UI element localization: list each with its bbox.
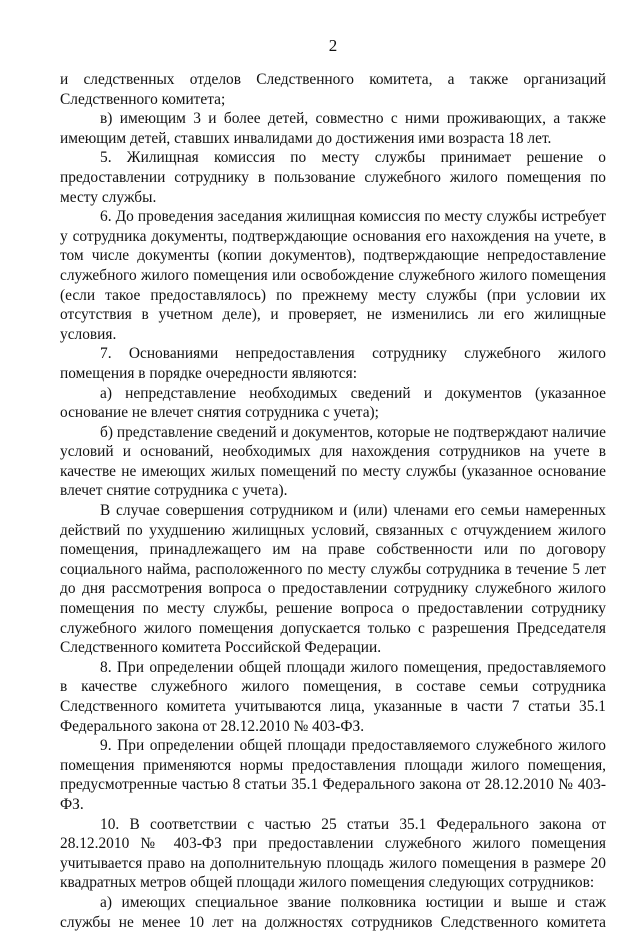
paragraph: а) имеющих специальное звание полковника юстиции и выше и стаж службы не менее 10 лет на должностях сотрудников Следственного комитета	[60, 893, 606, 931]
paragraph: 9. При определении общей площади предоставляемого служебного жилого помещения применяются нормы предоставления площади жилого помещения, предусмотренные частью 8 статьи 35.1 Федерального закона от 28.12.2010 № 403-ФЗ.	[60, 737, 606, 813]
paragraph: 8. При определении общей площади жилого помещения, предоставляемого в качестве служебного жилого помещения, в составе семьи сотрудника Следственного комитета учитываются лица, указанные в части 7 статьи 35.1 Федерального закона от 28.12.2010 № 403-ФЗ.	[60, 658, 606, 735]
document-page	[60, 36, 606, 932]
page-number: 2	[328, 36, 338, 55]
paragraph: 10. В соответствии с частью 25 статьи 35.1 Федерального закона от 28.12.2010 № 403-ФЗ при предоставлении служебного жилого помещения учитывается право на дополнительную площадь жилого помещения в размере 20 квадратных метров общей площади жилого помещения следующих сотрудников:	[60, 815, 606, 892]
paragraph: в) имеющим 3 и более детей, совместно с ними проживающих, а также имеющим детей, ставших инвалидами до достижения ими возраста 18 лет.	[60, 110, 606, 147]
paragraph: а) непредставление необходимых сведений и документов (указанное основание не влечет снятия сотрудника с учета);	[60, 384, 606, 422]
paragraph: 6. До проведения заседания жилищная комиссия по месту службы истребует у сотрудника документы, подтверждающие основания его нахождения на учете, в том числе документы (копии документов), подтверждающие непредоставление служебного жилого помещения или освобождение служебного жилого помещения (если такое предоставлялось) по прежнему месту службы (при условии их отсутствия в учетном деле), и проверяет, не изменились ли его жилищные условия.	[60, 208, 606, 343]
paragraph: б) представление сведений и документов, которые не подтверждают наличие условий и оснований, необходимых для нахождения сотрудников на учете в качестве не имеющих жилых помещений по месту службы (указанное основание влечет снятие сотрудника с учета).	[60, 423, 606, 500]
document-body	[60, 70, 606, 932]
paragraph: и следственных отделов Следственного комитета, а также организаций Следственного комитета;	[60, 71, 606, 108]
paragraph: 7. Основаниями непредоставления сотруднику служебного жилого помещения в порядке очередности являются:	[60, 345, 606, 382]
paragraph: 5. Жилищная комиссия по месту службы принимает решение о предоставлении сотруднику в пользование служебного жилого помещения по месту службы.	[60, 149, 606, 206]
paragraph: В случае совершения сотрудником и (или) членами его семьи намеренных действий по ухудшению жилищных условий, связанных с отчуждением жилого помещения, принадлежащего им на праве собственности или по договору социального найма, расположенного по месту службы сотрудника в течение 5 лет до дня рассмотрения вопроса о предоставлении сотруднику служебного жилого помещения по месту службы, решение вопроса о предоставлении сотруднику служебного жилого помещения допускается только с разрешения Председателя Следственного комитета Российской Федерации.	[60, 502, 606, 657]
